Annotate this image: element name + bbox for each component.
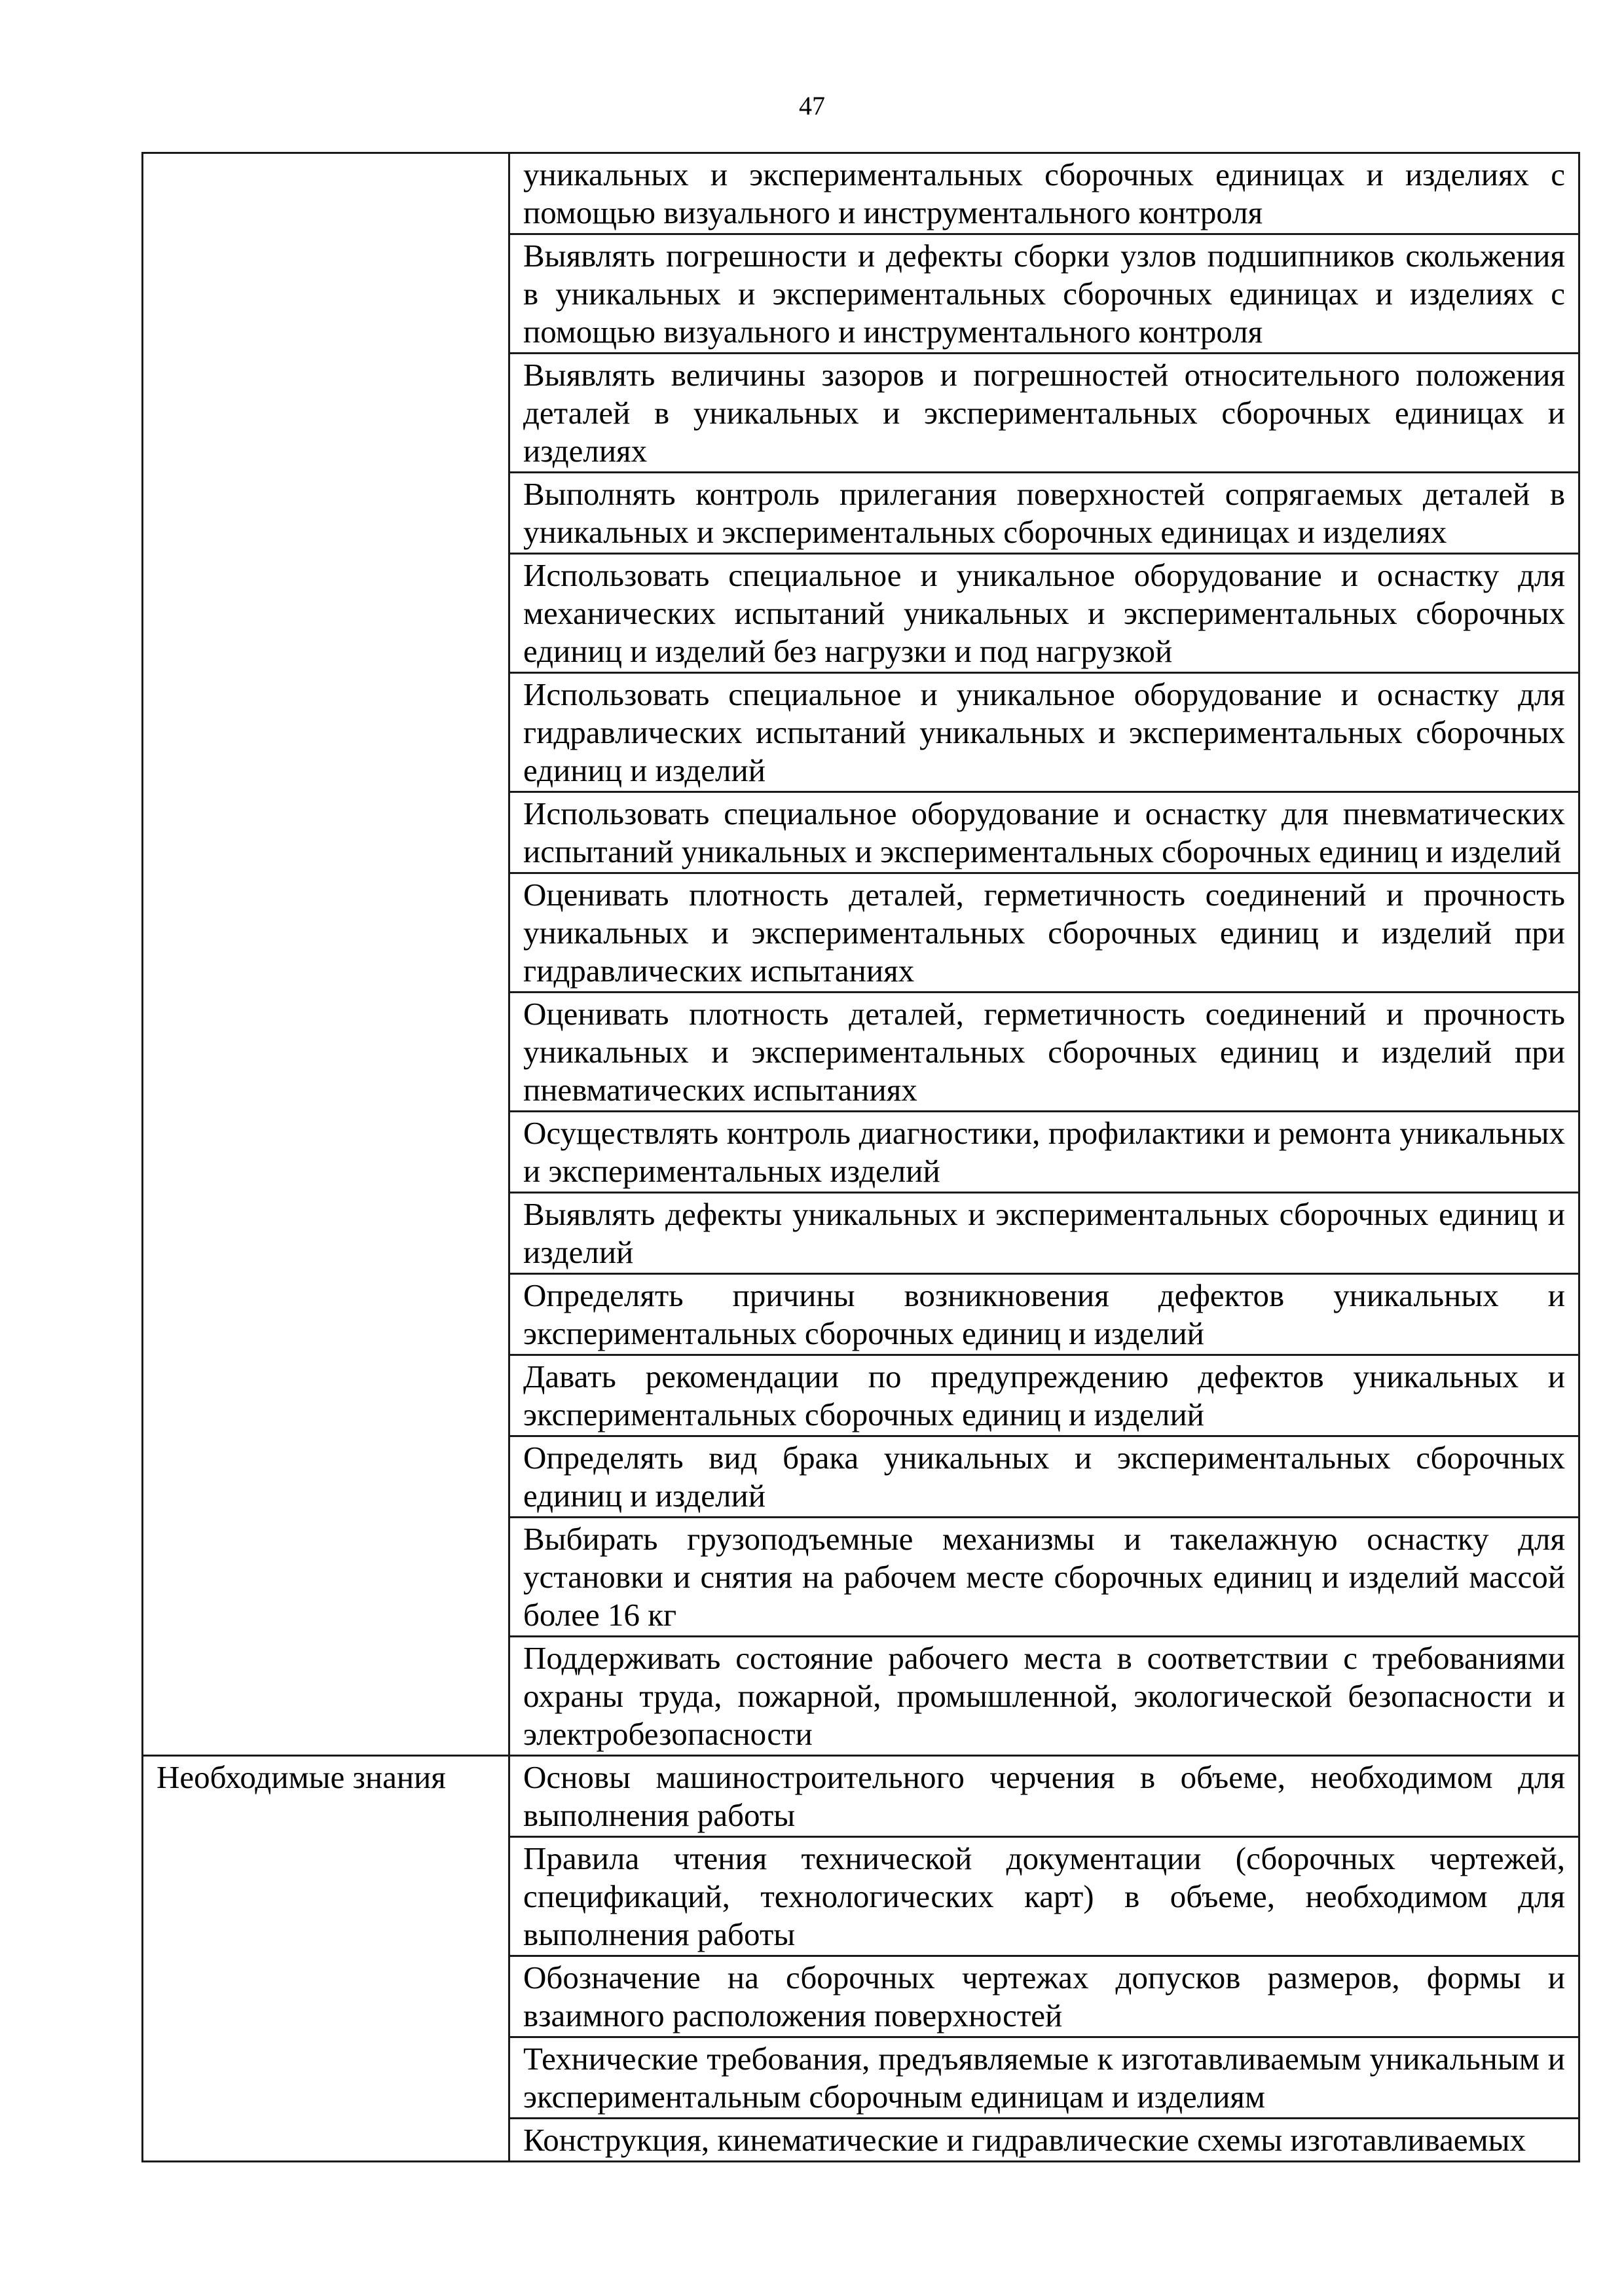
skill-item: Оценивать плотность деталей, герметичность соединений и прочность уникальных и экспериментальных сборочных единиц и изделий при гидравлических испытаниях: [509, 873, 1579, 993]
skill-item: Определять вид брака уникальных и экспериментальных сборочных единиц и изделий: [509, 1436, 1579, 1518]
skill-item: Выявлять величины зазоров и погрешностей относительного положения деталей в уникальных и экспериментальных сборочных единицах и изделиях: [509, 354, 1579, 473]
knowledge-item: Конструкция, кинематические и гидравлические схемы изготавливаемых: [509, 2119, 1579, 2162]
skill-item: Определять причины возникновения дефектов уникальных и экспериментальных сборочных единиц и изделий: [509, 1274, 1579, 1355]
skill-item: Выявлять дефекты уникальных и экспериментальных сборочных единиц и изделий: [509, 1193, 1579, 1274]
table-row: [143, 153, 1579, 234]
skill-item: уникальных и экспериментальных сборочных единицах и изделиях с помощью визуального и инструментального контроля: [509, 153, 1579, 234]
skill-item: Поддерживать состояние рабочего места в соответствии с требованиями охраны труда, пожарной, промышленной, экологической безопасности и электробезопасности: [509, 1637, 1579, 1756]
knowledge-item: Технические требования, предъявляемые к изготавливаемым уникальным и экспериментальным сборочным единицам и изделиям: [509, 2037, 1579, 2119]
skill-item: Выявлять погрешности и дефекты сборки узлов подшипников скольжения в уникальных и экспериментальных сборочных единицах и изделиях с помощью визуального и инструментального контроля: [509, 234, 1579, 354]
skill-item: Выполнять контроль прилегания поверхностей сопрягаемых деталей в уникальных и экспериментальных сборочных единицах и изделиях: [509, 473, 1579, 554]
skill-item: Использовать специальное и уникальное оборудование и оснастку для гидравлических испытаний уникальных и экспериментальных сборочных единиц и изделий: [509, 673, 1579, 792]
skills-section-label: [143, 153, 509, 1756]
knowledge-item: Основы машиностроительного черчения в объеме, необходимом для выполнения работы: [509, 1756, 1579, 1837]
knowledge-item: Обозначение на сборочных чертежах допусков размеров, формы и взаимного расположения поверхностей: [509, 1956, 1579, 2037]
skill-item: Осуществлять контроль диагностики, профилактики и ремонта уникальных и экспериментальных изделий: [509, 1112, 1579, 1193]
skill-item: Использовать специальное оборудование и оснастку для пневматических испытаний уникальных и экспериментальных сборочных единиц и изделий: [509, 792, 1579, 873]
knowledge-item: Правила чтения технической документации (сборочных чертежей, спецификаций, технологических карт) в объеме, необходимом для выполнения работы: [509, 1837, 1579, 1956]
skill-item: Использовать специальное и уникальное оборудование и оснастку для механических испытаний уникальных и экспериментальных сборочных единиц и изделий без нагрузки и под нагрузкой: [509, 554, 1579, 673]
table-row: [143, 1756, 1579, 1837]
page-number: 47: [799, 91, 825, 120]
skill-item: Оценивать плотность деталей, герметичность соединений и прочность уникальных и экспериментальных сборочных единиц и изделий при пневматических испытаниях: [509, 993, 1579, 1112]
requirements-table: [141, 152, 1580, 2162]
requirements-table-body: [143, 153, 1579, 2162]
skill-item: Давать рекомендации по предупреждению дефектов уникальных и экспериментальных сборочных единиц и изделий: [509, 1355, 1579, 1436]
knowledge-section-label: Необходимые знания: [143, 1756, 509, 2162]
skill-item: Выбирать грузоподъемные механизмы и такелажную оснастку для установки и снятия на рабочем месте сборочных единиц и изделий массой более 16 кг: [509, 1518, 1579, 1637]
